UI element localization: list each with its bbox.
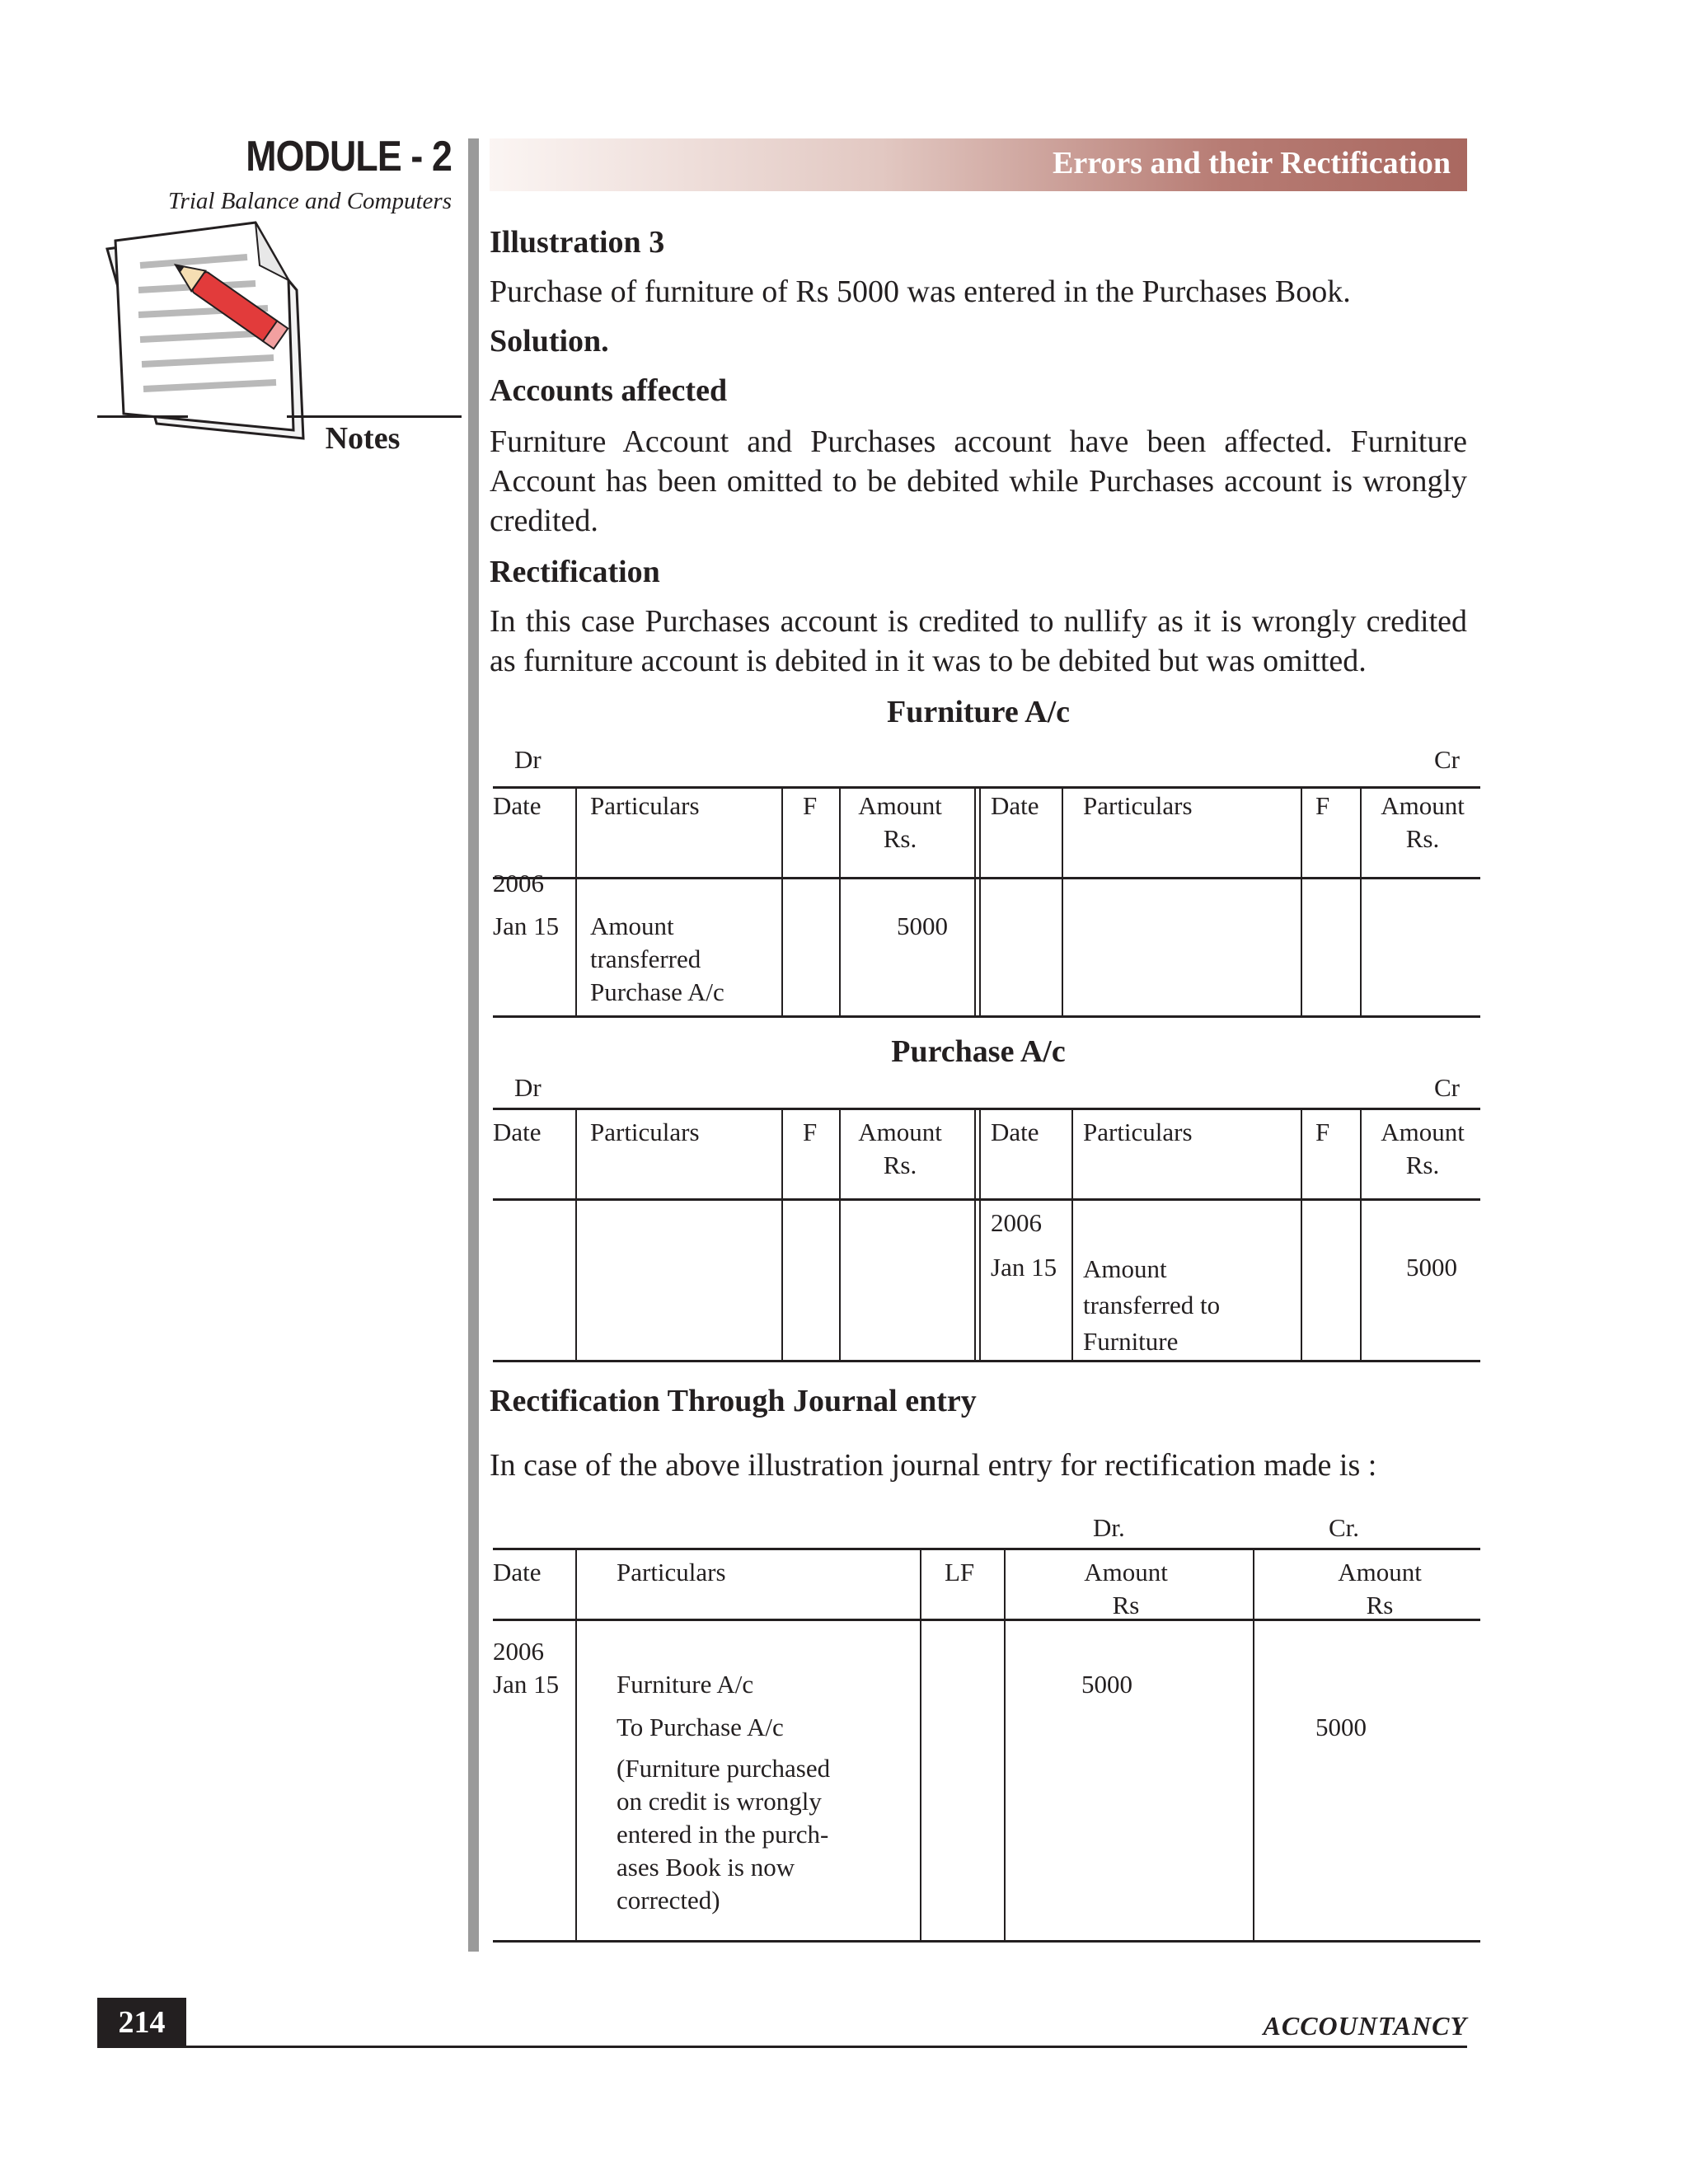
journal-credit-amount: 5000: [1315, 1713, 1367, 1741]
ledger-header-particulars: Particulars: [1083, 1118, 1193, 1146]
accounts-text: Furniture Account and Purchases account have been affected. Furniture Account has been omitted to be debited while Purchases account is wrongly credited.: [490, 424, 1467, 538]
solution-heading: Solution.: [490, 324, 609, 359]
page-number: 214: [97, 1998, 186, 2047]
notes-pencil-icon: [91, 216, 338, 455]
journal-header-date: Date: [493, 1558, 542, 1586]
journal-dr-label: Dr.: [1093, 1513, 1125, 1542]
journal-header-lf: LF: [945, 1558, 975, 1586]
journal-column-line: [1253, 1548, 1254, 1942]
ledger-header-amount: Amount Rs.: [1381, 1118, 1465, 1179]
margin-separator-bar: [468, 138, 479, 1952]
ledger-amount: 5000: [897, 912, 948, 940]
ledger-dr-label: Dr: [514, 1073, 542, 1102]
ledger-rule: [493, 1198, 1480, 1201]
ledger-header-particulars: Particulars: [1083, 791, 1193, 820]
journal-rule: [493, 1940, 1480, 1943]
ledger-header-date: Date: [493, 1118, 542, 1146]
ledger-header-particulars: Particulars: [590, 1118, 700, 1146]
ledger-column-line: [781, 1108, 783, 1361]
footer-rule: [97, 2046, 1467, 2048]
ledger-rule: [493, 1360, 1480, 1362]
ledger-date: Jan 15: [991, 1253, 1057, 1282]
journal-intro: In case of the above illustration journal entry for rectification made is :: [490, 1448, 1377, 1483]
ledger-column-line: [1071, 1108, 1073, 1361]
ledger-header-folio: F: [803, 1118, 818, 1146]
ledger-header-particulars: Particulars: [590, 791, 700, 820]
ledger-header-date: Date: [493, 791, 542, 820]
ledger-cr-label: Cr: [1434, 1073, 1460, 1102]
illustration-heading: Illustration 3: [490, 225, 665, 260]
ledger-header-date: Date: [991, 1118, 1039, 1146]
ledger-header-folio: F: [1315, 791, 1330, 820]
ledger-header-amount: Amount Rs.: [1381, 791, 1465, 853]
ledger-year: 2006: [493, 869, 544, 898]
rectification-heading: Rectification: [490, 555, 660, 589]
ledger-column-line: [1301, 786, 1302, 1017]
ledger-rule: [493, 786, 1480, 789]
furniture-ledger-title: Furniture A/c: [886, 695, 1070, 729]
ledger-column-line: [575, 1108, 577, 1361]
ledger-header-folio: F: [803, 791, 818, 820]
journal-credit-line: To Purchase A/c: [617, 1713, 784, 1741]
ledger-column-line: [575, 786, 577, 1017]
journal-date: Jan 15: [493, 1670, 560, 1699]
ledger-header-amount: Amount Rs.: [858, 1118, 942, 1179]
ledger-particulars: Amount transferred Purchase A/c: [590, 912, 724, 1006]
journal-narration: (Furniture purchased on credit is wrongly entered in the purch- ases Book is now corrected): [617, 1754, 831, 1915]
ledger-column-line: [839, 786, 841, 1017]
journal-column-line: [920, 1548, 921, 1942]
chapter-title: Errors and their Rectification: [1052, 146, 1451, 180]
ledger-year: 2006: [991, 1208, 1042, 1237]
journal-debit-line: Furniture A/c: [617, 1670, 754, 1699]
ledger-column-line: [979, 1108, 981, 1361]
ledger-column-line: [1062, 786, 1063, 1017]
journal-heading: Rectification Through Journal entry: [490, 1384, 977, 1418]
notes-divider: [97, 415, 188, 418]
journal-column-line: [575, 1548, 577, 1942]
ledger-column-line: [979, 786, 981, 1017]
ledger-column-line: [1301, 1108, 1302, 1361]
ledger-cr-label: Cr: [1434, 745, 1460, 774]
ledger-header-amount: Amount Rs.: [858, 791, 942, 853]
ledger-column-line: [1360, 1108, 1362, 1361]
ledger-header-folio: F: [1315, 1118, 1330, 1146]
journal-header-credit-amount: Amount Rs: [1338, 1558, 1422, 1619]
journal-year: 2006: [493, 1637, 544, 1666]
journal-header-debit-amount: Amount Rs: [1084, 1558, 1168, 1619]
ledger-header-date: Date: [991, 791, 1039, 820]
ledger-column-line: [974, 786, 976, 1017]
ledger-date: Jan 15: [493, 912, 560, 940]
rectification-text: In this case Purchases account is credited to nullify as it is wrongly credited as furniture account is debited in it was to be debited but was omitted.: [490, 604, 1467, 678]
notes-divider: [287, 415, 462, 418]
ledger-particulars: Amount transferred to Furniture: [1083, 1254, 1221, 1356]
journal-header-particulars: Particulars: [617, 1558, 726, 1586]
purchase-ledger-title: Purchase A/c: [891, 1034, 1066, 1069]
ledger-dr-label: Dr: [514, 745, 542, 774]
ledger-column-line: [781, 786, 783, 1017]
illustration-question: Purchase of furniture of Rs 5000 was entered in the Purchases Book.: [490, 274, 1351, 309]
footer-subject: ACCOUNTANCY: [1263, 2011, 1467, 2041]
module-subtitle: Trial Balance and Computers: [168, 188, 452, 214]
journal-column-line: [1004, 1548, 1006, 1942]
ledger-column-line: [1360, 786, 1362, 1017]
ledger-amount: 5000: [1406, 1253, 1457, 1282]
journal-rule: [493, 1548, 1480, 1550]
module-title: MODULE - 2: [246, 133, 452, 180]
chapter-header: [490, 138, 1467, 191]
accounts-heading: Accounts affected: [490, 373, 728, 408]
journal-debit-amount: 5000: [1081, 1670, 1132, 1699]
ledger-rule: [493, 877, 1480, 879]
ledger-rule: [493, 1108, 1480, 1110]
ledger-rule: [493, 1015, 1480, 1018]
ledger-column-line: [839, 1108, 841, 1361]
ledger-column-line: [974, 1108, 976, 1361]
notes-label: Notes: [325, 421, 401, 456]
journal-cr-label: Cr.: [1329, 1513, 1360, 1542]
